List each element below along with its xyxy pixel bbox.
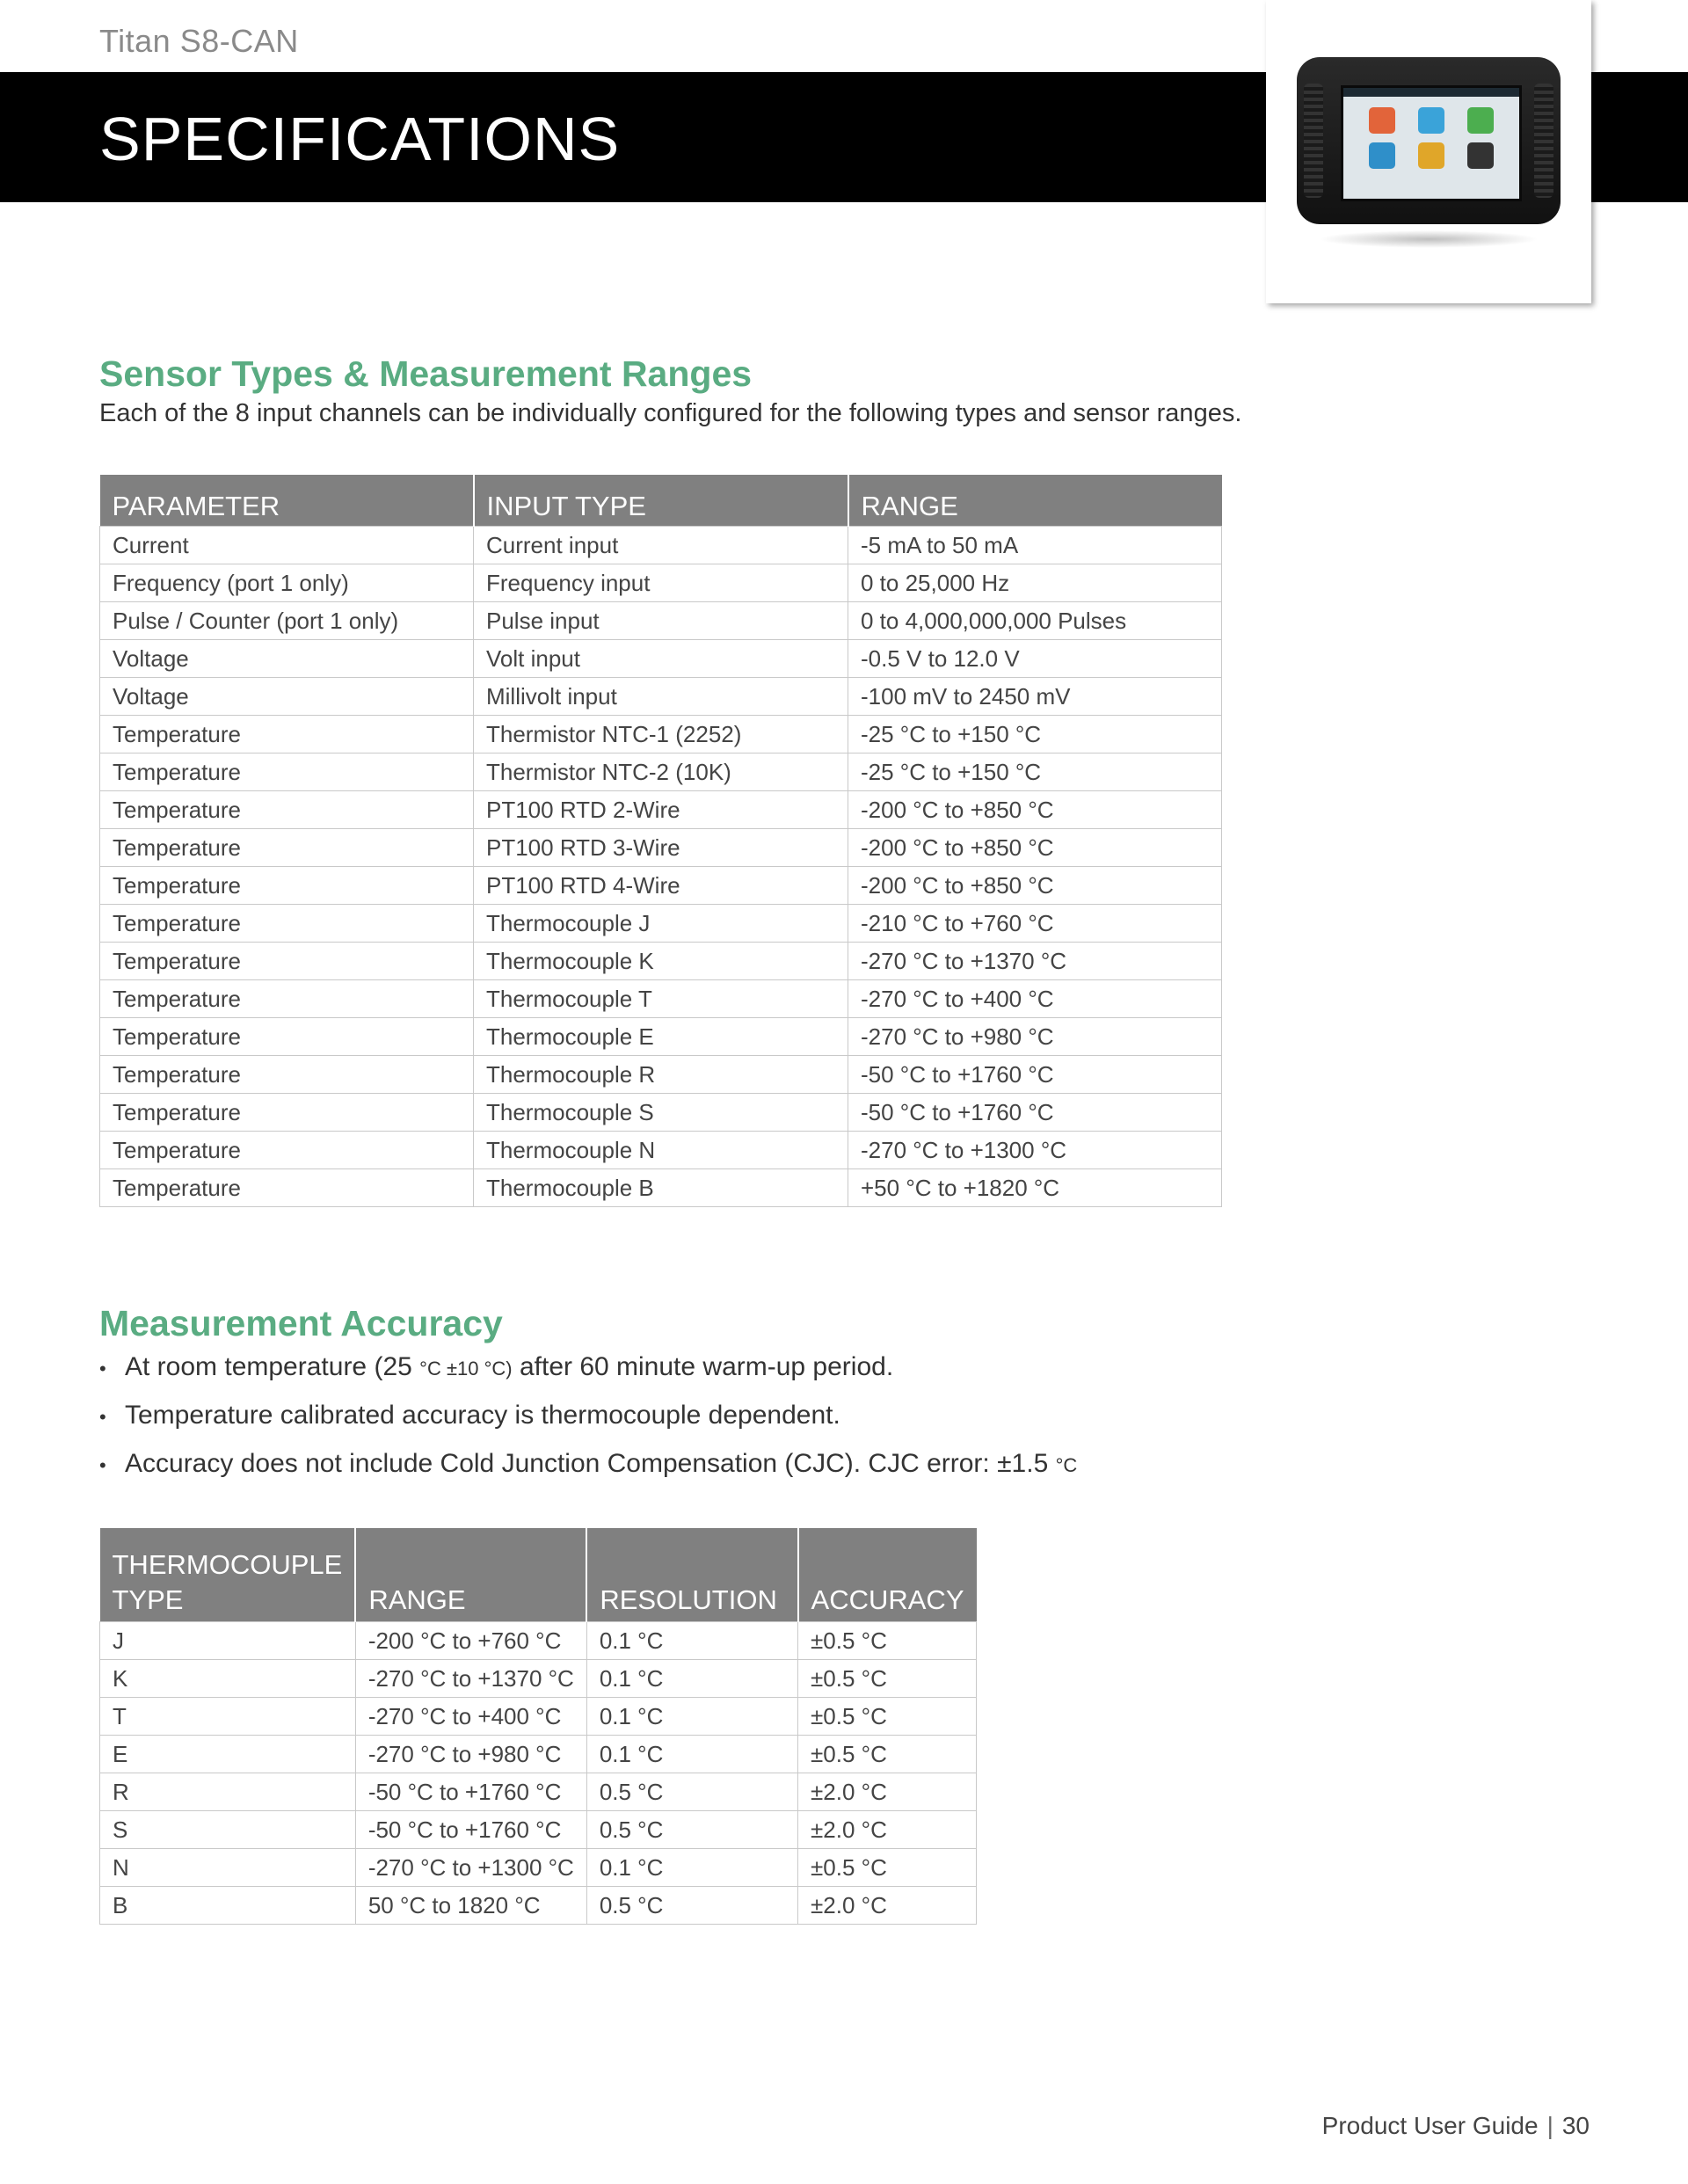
table-cell: -5 mA to 50 mA <box>848 527 1222 564</box>
play-icon <box>1467 107 1494 134</box>
note-text: Accuracy does not include Cold Junction Compensation (CJC). CJC error: ±1.5 <box>125 1449 1056 1478</box>
table-cell: K <box>100 1660 356 1698</box>
table-row <box>100 1773 977 1811</box>
table-row <box>100 867 1222 905</box>
table-cell: Thermocouple J <box>474 905 848 943</box>
table-row <box>100 753 1222 791</box>
table-cell: E <box>100 1736 356 1773</box>
table-cell: -270 °C to +980 °C <box>355 1736 586 1773</box>
table-header-row <box>100 475 1222 527</box>
table-cell: -0.5 V to 12.0 V <box>848 640 1222 678</box>
device-app-grid <box>1343 97 1519 179</box>
page-number: 30 <box>1561 2112 1590 2139</box>
table-cell: ±0.5 °C <box>798 1736 977 1773</box>
sensor-section-heading: Sensor Types & Measurement Ranges <box>99 353 753 394</box>
table-cell: Temperature <box>100 1018 474 1056</box>
table-row <box>100 905 1222 943</box>
table-cell: -25 °C to +150 °C <box>848 753 1222 791</box>
table-cell: 0.1 °C <box>586 1660 797 1698</box>
table-cell: B <box>100 1887 356 1925</box>
bullet-icon: • <box>99 1406 106 1428</box>
table-cell: 0.1 °C <box>586 1736 797 1773</box>
table-cell: Thermocouple N <box>474 1132 848 1169</box>
table-cell: -270 °C to +400 °C <box>848 980 1222 1018</box>
table-cell: T <box>100 1698 356 1736</box>
table-cell: -270 °C to +1370 °C <box>848 943 1222 980</box>
table-cell: -270 °C to +1300 °C <box>355 1849 586 1887</box>
table-cell: 0.5 °C <box>586 1773 797 1811</box>
table-cell: PT100 RTD 4-Wire <box>474 867 848 905</box>
table-cell: Temperature <box>100 791 474 829</box>
table-cell: -50 °C to +1760 °C <box>848 1094 1222 1132</box>
column-header-input-type: INPUT TYPE <box>474 475 848 527</box>
table-cell: ±0.5 °C <box>798 1660 977 1698</box>
table-cell: 0 to 25,000 Hz <box>848 564 1222 602</box>
table-row <box>100 1132 1222 1169</box>
table-cell: Thermocouple R <box>474 1056 848 1094</box>
gear-icon <box>1467 142 1494 169</box>
device-photo <box>1266 0 1591 303</box>
table-cell: ±0.5 °C <box>798 1698 977 1736</box>
table-cell: Current <box>100 527 474 564</box>
table-cell: 0.1 °C <box>586 1698 797 1736</box>
note-unit: °C ±10 °C) <box>419 1358 513 1380</box>
table-row <box>100 943 1222 980</box>
table-cell: Temperature <box>100 1056 474 1094</box>
table-cell: Pulse input <box>474 602 848 640</box>
table-row <box>100 980 1222 1018</box>
thermocouple-accuracy-table <box>99 1528 977 1925</box>
table-row <box>100 1736 977 1773</box>
table-row <box>100 678 1222 716</box>
note-text: At room temperature (25 <box>125 1352 420 1381</box>
table-row <box>100 716 1222 753</box>
column-header-parameter: PARAMETER <box>100 475 474 527</box>
table-cell: Thermistor NTC-1 (2252) <box>474 716 848 753</box>
table-cell: Volt input <box>474 640 848 678</box>
column-header-thermocouple-type: THERMOCOUPLE TYPE <box>100 1528 356 1622</box>
table-cell: ±2.0 °C <box>798 1811 977 1849</box>
table-cell: 0.1 °C <box>586 1849 797 1887</box>
table-row <box>100 791 1222 829</box>
table-cell: -200 °C to +760 °C <box>355 1622 586 1660</box>
table-cell: Temperature <box>100 943 474 980</box>
table-cell: Temperature <box>100 829 474 867</box>
sensor-section-intro: Each of the 8 input channels can be individually configured for the following types and sensor ranges. <box>99 399 1242 427</box>
table-cell: -200 °C to +850 °C <box>848 791 1222 829</box>
table-cell: 0 to 4,000,000,000 Pulses <box>848 602 1222 640</box>
table-row <box>100 1018 1222 1056</box>
table-cell: S <box>100 1811 356 1849</box>
table-cell: Temperature <box>100 716 474 753</box>
table-cell: N <box>100 1849 356 1887</box>
device-screen <box>1341 85 1522 201</box>
table-cell: -270 °C to +400 °C <box>355 1698 586 1736</box>
table-cell: Voltage <box>100 640 474 678</box>
table-cell: Thermocouple T <box>474 980 848 1018</box>
table-row <box>100 1622 977 1660</box>
accuracy-notes <box>99 1350 1077 1495</box>
table-cell: ±2.0 °C <box>798 1773 977 1811</box>
table-cell: 0.5 °C <box>586 1811 797 1849</box>
table-row <box>100 829 1222 867</box>
table-row <box>100 1094 1222 1132</box>
table-row <box>100 1698 977 1736</box>
table-cell: Thermocouple K <box>474 943 848 980</box>
table-header-row <box>100 1528 977 1622</box>
table-cell: 50 °C to 1820 °C <box>355 1887 586 1925</box>
table-cell: Pulse / Counter (port 1 only) <box>100 602 474 640</box>
bullet-icon: • <box>99 1454 106 1476</box>
device-grip-left <box>1304 84 1323 198</box>
table-cell: ±0.5 °C <box>798 1849 977 1887</box>
accuracy-note <box>99 1350 1077 1398</box>
table-row <box>100 640 1222 678</box>
table-cell: 0.5 °C <box>586 1887 797 1925</box>
gauge-icon <box>1418 107 1444 134</box>
footer-guide-label: Product User Guide <box>1321 2112 1539 2139</box>
note-text: Temperature calibrated accuracy is thermocouple dependent. <box>125 1401 840 1430</box>
table-cell: -270 °C to +1370 °C <box>355 1660 586 1698</box>
footer-separator: | <box>1546 2112 1553 2139</box>
table-cell: +50 °C to +1820 °C <box>848 1169 1222 1207</box>
table-cell: -50 °C to +1760 °C <box>848 1056 1222 1094</box>
table-row <box>100 1056 1222 1094</box>
table-cell: Frequency input <box>474 564 848 602</box>
table-cell: Thermocouple S <box>474 1094 848 1132</box>
page-title: SPECIFICATIONS <box>99 105 621 173</box>
device-body <box>1297 57 1561 224</box>
table-row <box>100 1849 977 1887</box>
table-cell: J <box>100 1622 356 1660</box>
table-cell: Thermocouple B <box>474 1169 848 1207</box>
chart-icon <box>1369 142 1395 169</box>
table-cell: PT100 RTD 3-Wire <box>474 829 848 867</box>
table-cell: PT100 RTD 2-Wire <box>474 791 848 829</box>
accuracy-section-heading: Measurement Accuracy <box>99 1303 503 1343</box>
table-row <box>100 1887 977 1925</box>
table-cell: ±2.0 °C <box>798 1887 977 1925</box>
note-text-end: after 60 minute warm-up period. <box>512 1352 894 1381</box>
product-name: Titan S8-CAN <box>99 23 299 59</box>
device-status-bar <box>1343 88 1519 97</box>
table-cell: Thermocouple E <box>474 1018 848 1056</box>
table-cell: Thermistor NTC-2 (10K) <box>474 753 848 791</box>
table-cell: Temperature <box>100 1169 474 1207</box>
table-cell: -270 °C to +1300 °C <box>848 1132 1222 1169</box>
folder-icon <box>1418 142 1444 169</box>
table-cell: Temperature <box>100 1094 474 1132</box>
table-row <box>100 1169 1222 1207</box>
table-cell: -100 mV to 2450 mV <box>848 678 1222 716</box>
table-cell: Frequency (port 1 only) <box>100 564 474 602</box>
table-row <box>100 527 1222 564</box>
table-cell: -270 °C to +980 °C <box>848 1018 1222 1056</box>
device-shadow <box>1319 230 1539 248</box>
table-row <box>100 602 1222 640</box>
note-unit: °C <box>1055 1454 1078 1476</box>
table-cell: Temperature <box>100 905 474 943</box>
page-footer <box>1322 2112 1590 2140</box>
table-row <box>100 564 1222 602</box>
table-row <box>100 1660 977 1698</box>
sensor-types-table <box>99 475 1222 1207</box>
accuracy-note <box>99 1446 1077 1495</box>
table-cell: Temperature <box>100 980 474 1018</box>
table-cell: -25 °C to +150 °C <box>848 716 1222 753</box>
table-cell: R <box>100 1773 356 1811</box>
table-cell: 0.1 °C <box>586 1622 797 1660</box>
table-cell: -50 °C to +1760 °C <box>355 1811 586 1849</box>
table-cell: -200 °C to +850 °C <box>848 829 1222 867</box>
column-header-range: RANGE <box>848 475 1222 527</box>
device-grip-right <box>1534 84 1553 198</box>
bullet-icon: • <box>99 1358 106 1380</box>
table-cell: Millivolt input <box>474 678 848 716</box>
table-cell: Temperature <box>100 867 474 905</box>
table-cell: -210 °C to +760 °C <box>848 905 1222 943</box>
table-cell: Current input <box>474 527 848 564</box>
table-cell: Temperature <box>100 1132 474 1169</box>
column-header-resolution: RESOLUTION <box>586 1528 797 1622</box>
table-cell: -200 °C to +850 °C <box>848 867 1222 905</box>
table-cell: -50 °C to +1760 °C <box>355 1773 586 1811</box>
table-cell: Temperature <box>100 753 474 791</box>
channel-config-icon <box>1369 107 1395 134</box>
table-cell: ±0.5 °C <box>798 1622 977 1660</box>
table-row <box>100 1811 977 1849</box>
column-header-range: RANGE <box>355 1528 586 1622</box>
accuracy-note <box>99 1398 1077 1446</box>
table-cell: Voltage <box>100 678 474 716</box>
column-header-accuracy: ACCURACY <box>798 1528 977 1622</box>
